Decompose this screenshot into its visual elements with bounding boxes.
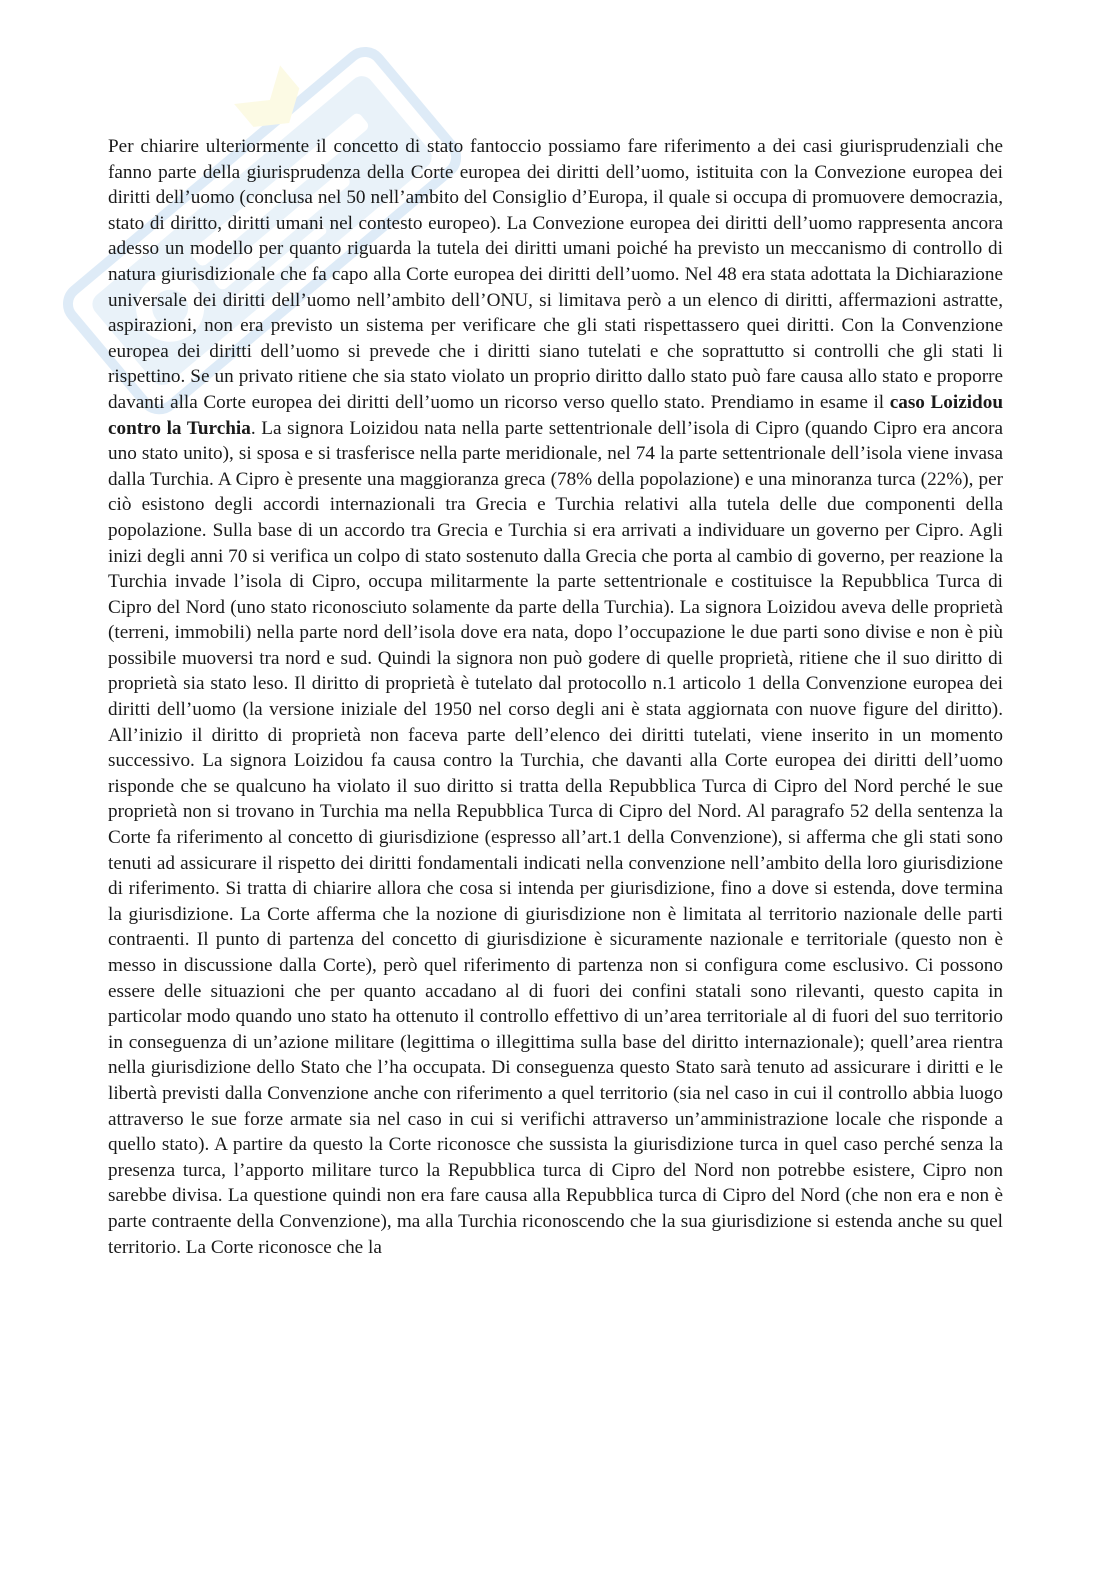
body-paragraph [108,134,1003,1260]
case-title: caso Loizidou contro la Turchia [108,391,1003,439]
paragraph-part-1: Per chiarire ulteriormente il concetto di stato fantoccio possiamo fare riferimento a dei casi giurisprudenziali che fanno parte della giurisprudenza della Corte europea dei diritti dell’uomo, istituita con la Convezione europea dei diritti dell’uomo (conclusa nel 50 nell’ambito del Consiglio d’Europa, il quale si occupa di promuovere democrazia, stato di diritto, diritti umani nel contesto europeo). La Convezione europea dei diritti dell’uomo rappresenta ancora adesso un modello per quanto riguarda la tutela dei diritti umani poiché ha previsto un meccanismo di controllo di natura giurisdizionale che fa capo alla Corte europea dei diritti dell’uomo. Nel 48 era stata adottata la Dichiarazione universale dei diritti dell’uomo nell’ambito dell’ONU, si limitava però a un elenco di diritti, affermazioni astratte, aspirazioni, non era previsto un sistema per verificare che gli stati rispettassero quei diritti. Con la Convenzione europea dei diritti dell’uomo si prevede che i diritti siano tutelati e che soprattutto si controlli che gli stati li rispettino. Se un privato ritiene che sia stato violato un proprio diritto dallo stato può fare causa allo stato e proporre davanti alla Corte europea dei diritti dell’uomo un ricorso verso quello stato. Prendiamo in esame il [108,136,1003,413]
paragraph-part-2: . La signora Loizidou nata nella parte settentrionale dell’isola di Cipro (quando Cipro era ancora uno stato unito), si sposa e si trasferisce nella parte meridionale, nel 74 la parte settentrionale dell’isola viene invasa dalla Turchia. A Cipro è presente una maggioranza greca (78% della popolazione) e una minoranza turca (22%), per ciò esistono degli accordi internazionali tra Grecia e Turchia relativi alla tutela delle due componenti della popolazione. Sulla base di un accordo tra Grecia e Turchia si era arrivati a individuare un governo per Cipro. Agli inizi degli anni 70 si verifica un colpo di stato sostenuto dalla Grecia che porta al cambio di governo, per reazione la Turchia invade l’isola di Cipro, occupa militarmente la parte settentrionale e costituisce la Repubblica Turca di Cipro del Nord (uno stato riconosciuto solamente da parte della Turchia). La signora Loizidou aveva delle proprietà (terreni, immobili) nella parte nord dell’isola dove era nata, dopo l’occupazione le due parti sono divise e non è più possibile muoversi tra nord e sud. Quindi la signora non può godere di quelle proprietà, ritiene che il suo diritto di proprietà sia stato leso. Il diritto di proprietà è tutelato dal protocollo n.1 articolo 1 della Convenzione europea dei diritti dell’uomo (la versione iniziale del 1950 nel corso degli ani è stata aggiornata con nuove figure del diritto). All’inizio il diritto di proprietà non faceva parte dell’elenco dei diritti tutelati, viene inserito in un momento successivo. La signora Loizidou fa causa contro la Turchia, che davanti alla Corte europea dei diritti dell’uomo risponde che se qualcuno ha violato il suo diritto si tratta della Repubblica Turca di Cipro del Nord perché le sue proprietà non si trovano in Turchia ma nella Repubblica Turca di Cipro del Nord. Al paragrafo 52 della sentenza la Corte fa riferimento al concetto di giurisdizione (espresso all’art.1 della Convenzione), si afferma che gli stati sono tenuti ad assicurare il rispetto dei diritti fondamentali indicati nella convenzione nell’ambito della loro giurisdizione di riferimento. Si tratta di chiarire allora che cosa si intenda per giurisdizione, fino a dove si estenda, dove termina la giurisdizione. La Corte afferma che la nozione di giurisdizione non è limitata al territorio nazionale delle parti contraenti. Il punto di partenza del concetto di giurisdizione è sicuramente nazionale e territoriale (questo non è messo in discussione dalla Corte), però quel riferimento di partenza non si configura come esclusivo. Ci possono essere delle situazioni che per quanto accadano al di fuori dei confini statali sono rilevanti, questo capita in particolar modo quando uno stato ha ottenuto il controllo effettivo di un’area territoriale al di fuori del suo territorio in conseguenza di un’azione militare (legittima o illegittima sulla base del diritto internazionale); quell’area rientra nella giurisdizione dello Stato che l’ha occupata. Di conseguenza questo Stato sarà tenuto ad assicurare i diritti e le libertà previsti dalla Convenzione anche con riferimento a quel territorio (sia nel caso in cui il controllo abbia luogo attraverso le sue forze armate sia nel caso in cui si verifichi attraverso un’amministrazione locale che risponde a quello stato). A partire da questo la Corte riconosce che sussista la giurisdizione turca in quel caso perché senza la presenza turca, l’apporto militare turco la Repubblica turca di Cipro del Nord non potrebbe esistere, Cipro non sarebbe divisa. La questione quindi non era fare causa alla Repubblica turca di Cipro del Nord (che non era e non è parte contraente della Convenzione), ma alla Turchia riconoscendo che la sua giurisdizione si estenda anche su quel territorio. La Corte riconosce che la [108,417,1003,1258]
